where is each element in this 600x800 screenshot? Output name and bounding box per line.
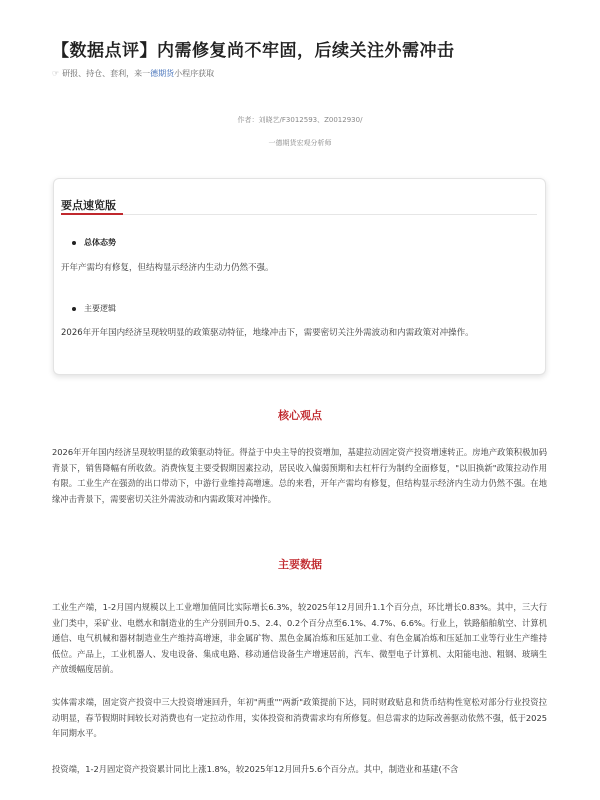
bullet-overall <box>72 237 116 248</box>
bullet-logic <box>72 303 116 314</box>
summary-text-logic: 2026年开年国内经济呈现较明显的政策驱动特征，地缘冲击下，需要密切关注外需波动和内需政策对冲操作。 <box>61 328 474 338</box>
bullet-label: 总体态势 <box>84 238 116 247</box>
bullet-dot-icon <box>72 307 76 311</box>
data-paragraph-industry: 工业生产端，1-2月国内规模以上工业增加值同比实际增长6.3%，较2025年12月回升1.1个百分点，环比增长0.83%。其中，三大行业门类中，采矿业、电燃水和制造业的生产分别回升0.5、2.4、0.2个百分点至6.1%、4.7%、6.6%。行业上，铁路船舶航空、计算机通信、电气机械和器材制造业生产维持高增速，非金属矿物、黑色金属冶炼和压延加工业、有色金属冶炼和压延加工业等行业生产维持低位。产品上，工业机器人、发电设备、集成电路、移动通信设备生产增速居前，汽车、微型电子计算机、太阳能电池、粗钢、玻璃生产放缓幅度居前。 <box>52 602 547 674</box>
main-data-heading: 主要数据 <box>278 558 322 571</box>
article-title: 【数据点评】内需修复尚不牢固，后续关注外需冲击 <box>52 41 455 61</box>
pointer-hand-icon: ☞ <box>52 69 60 78</box>
core-view-text: 2026年开年国内经济呈现较明显的政策驱动特征。得益于中央主导的投资增加，基建拉动固定资产投资增速转正。房地产政策积极加码背景下，销售降幅有所收敛。消费恢复主要受假期因素拉动，居民收入偏弱预期和去杠杆行为制约全面修复，"以旧换新"政策拉动作用有限。工业生产在强劲的出口带动下，中游行业维持高增速。总的来看，开年产需均有修复，但结构显示经济内生动力仍然不强。在地缘冲击背景下，需要密切关注外需波动和内需政策对冲操作。 <box>52 447 547 504</box>
bullet-dot-icon <box>72 241 76 245</box>
core-view-heading: 核心观点 <box>278 409 322 422</box>
author-team: 一德期货宏观分析师 <box>268 139 332 147</box>
mini-program-tip <box>52 68 214 79</box>
tip-link[interactable]: 德期货 <box>150 69 175 78</box>
bullet-label: 主要逻辑 <box>84 304 116 313</box>
tip-prefix: 研报、持仓、套利，来一 <box>62 69 151 78</box>
summary-heading: 要点速览版 <box>61 199 116 212</box>
author-line: 作者：刘晓艺/F3012593、Z0012930/ <box>237 116 363 124</box>
data-paragraph-investment: 投资端，1-2月固定资产投资累计同比上涨1.8%，较2025年12月回升5.6个百分点。其中，制造业和基建(不含 <box>52 764 459 774</box>
summary-divider-accent <box>61 213 123 215</box>
data-paragraph-demand: 实体需求端，固定资产投资中三大投资增速回升，年初"两重""两新"政策提前下达，同时财政贴息和货币结构性宽松对部分行业投资拉动明显，春节假期时间较长对消费也有一定拉动作用，实体投资和消费需求均有所修复。但总需求的边际改善驱动依然不强，低于2025年同期水平。 <box>52 697 547 738</box>
summary-text-overall: 开年产需均有修复，但结构显示经济内生动力仍然不强。 <box>61 263 274 273</box>
tip-suffix: 小程序获取 <box>174 69 215 78</box>
summary-divider <box>61 214 537 215</box>
summary-card <box>53 178 546 375</box>
